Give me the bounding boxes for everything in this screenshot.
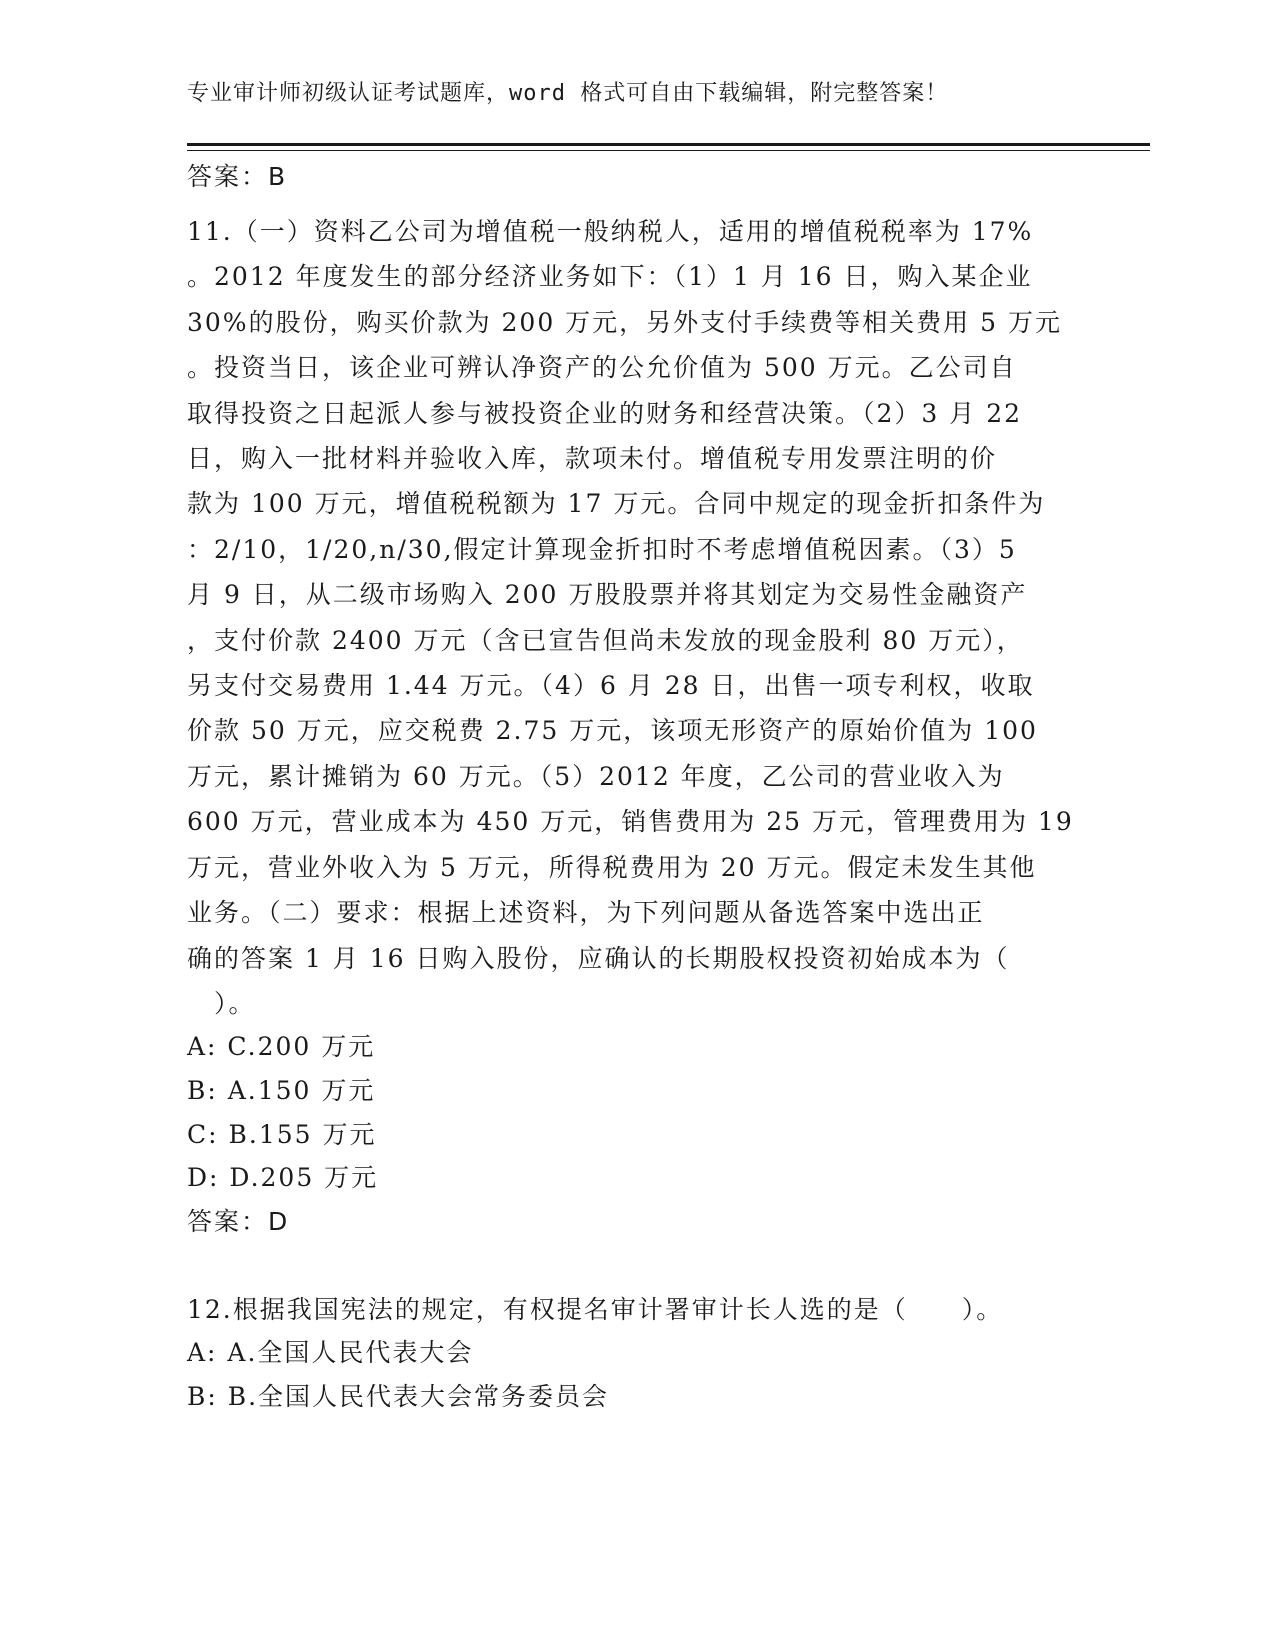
question-12-option-b: B: B.全国人民代表大会常务委员会 [187,1382,610,1411]
question-line: 30%的股份，购买价款为 200 万元，另外支付手续费等相关费用 5 万元 [187,307,1062,337]
question-line: 。投资当日，该企业可辨认净资产的公允价值为 500 万元。乙公司自 [187,353,1017,383]
question-12-option-a: A: A.全国人民代表大会 [187,1338,474,1367]
question-11-option-c: C: B.155 万元 [187,1120,377,1149]
question-line: 万元，营业外收入为 5 万元，所得税费用为 20 万元。假定未发生其他 [187,852,1037,882]
question-line: ：2/10，1/20,n/30,假定计算现金折扣时不考虑增值税因素。（3）5 [187,534,1017,564]
question-line: 日，购入一批材料并验收入库，款项未付。增值税专用发票注明的价 [187,444,998,474]
page-header: 专业审计师初级认证考试题库，word 格式可自由下载编辑，附完整答案！ [187,81,949,106]
question-line: 业务。（二）要求：根据上述资料，为下列问题从备选答案中选出正 [187,898,985,928]
question-line: 万元，累计摊销为 60 万元。（5）2012 年度，乙公司的营业收入为 [187,761,1005,791]
question-line: 11.（一）资料乙公司为增值税一般纳税人，适用的增值税税率为 17% [187,217,1034,246]
question-11-option-b: B: A.150 万元 [187,1076,376,1105]
question-line: 确的答案 1 月 16 日购入股份，应确认的长期股权投资初始成本为（ [187,943,1010,973]
question-12-stem: 12.根据我国宪法的规定，有权提名审计署审计长人选的是（ ）。 [187,1295,1004,1324]
question-line: 取得投资之日起派人参与被投资企业的财务和经营决策。（2）3 月 22 [187,398,1023,428]
question-line: 月 9 日，从二级市场购入 200 万股股票并将其划定为交易性金融资产 [187,580,1028,610]
question-11-stem [187,209,1087,1026]
question-11-option-a: A: C.200 万元 [187,1032,376,1061]
question-line: 价款 50 万元，应交税费 2.75 万元，该项无形资产的原始价值为 100 [187,716,1038,746]
question-line: 另支付交易费用 1.44 万元。（4）6 月 28 日，出售一项专利权，收取 [187,671,1035,701]
question-line: ，支付价款 2400 万元（含已宣告但尚未发放的现金股利 80 万元）， [187,625,1024,655]
question-11-answer: 答案：D [187,1207,290,1236]
question-line: 600 万元，营业成本为 450 万元，销售费用为 25 万元，管理费用为 19 [187,807,1074,837]
question-line: 款为 100 万元，增值税税额为 17 万元。合同中规定的现金折扣条件为 [187,489,1046,519]
header-rule-thick [187,143,1150,146]
previous-answer: 答案：B [187,162,288,191]
header-rule-thin [187,150,1150,151]
question-line: 。2012 年度发生的部分经济业务如下：（1）1 月 16 日，购入某企业 [187,262,1033,292]
question-11-option-d: D: D.205 万元 [187,1163,379,1192]
question-line: ）。 [187,988,256,1018]
